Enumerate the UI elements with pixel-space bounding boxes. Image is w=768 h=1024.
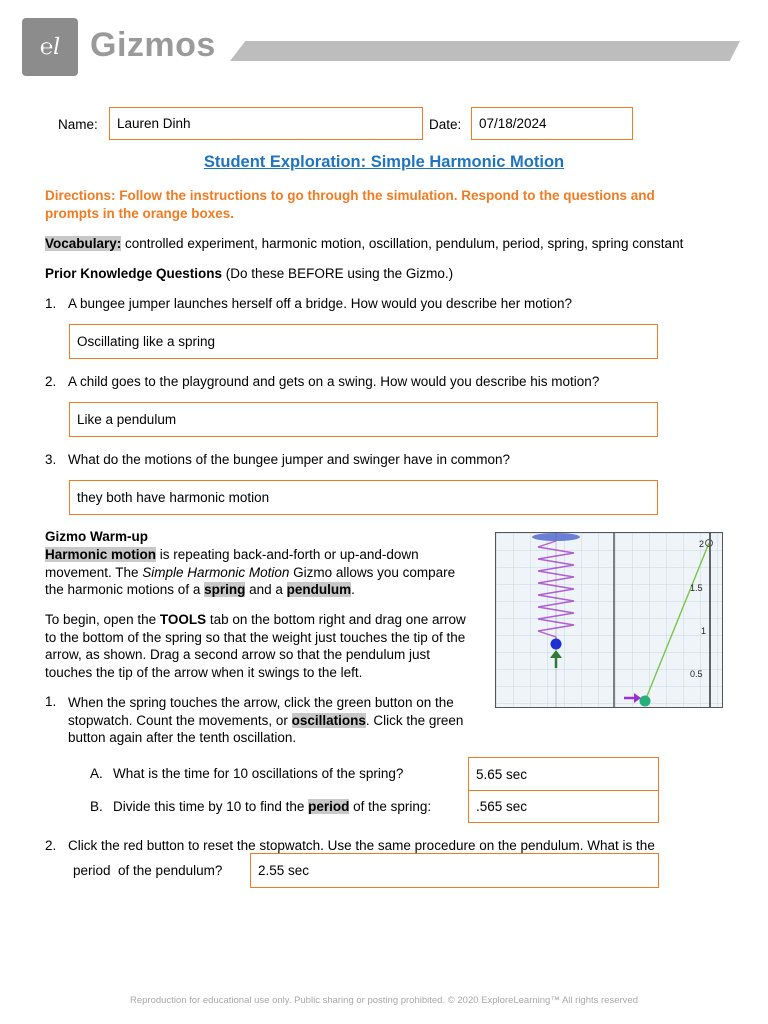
simulation-graphic xyxy=(496,533,723,708)
term-pendulum: pendulum xyxy=(286,582,352,597)
text: of the spring: xyxy=(349,799,432,814)
directions: Directions: Follow the instructions to go through the simulation. Respond to the questions and prompts in the orange boxes. xyxy=(45,188,655,221)
brand-name: Gizmos xyxy=(90,26,216,64)
text: When the spring touches the arrow, click the green button on the stopwatch. Count the movements, or xyxy=(68,695,454,728)
question-number: 2. xyxy=(45,374,57,389)
text: . Click the green button again after the tenth oscillation. xyxy=(68,712,464,745)
question-3 xyxy=(45,452,511,467)
prior-note: (Do these BEFORE using the Gizmo.) xyxy=(222,266,454,281)
answer-box-1a[interactable]: 5.65 sec xyxy=(468,757,659,791)
explorelearning-logo xyxy=(22,18,78,76)
answer-box-2[interactable]: Like a pendulum xyxy=(69,402,658,437)
prior-knowledge-heading xyxy=(45,266,453,281)
question-number: 1. xyxy=(45,296,57,311)
tick-label: 1 xyxy=(701,626,707,636)
prior-heading: Prior Knowledge Questions xyxy=(45,266,223,281)
q1b-label: B. xyxy=(90,799,103,814)
vocabulary-text: controlled experiment, harmonic motion, oscillation, pendulum, period, spring, spring constant xyxy=(121,236,684,251)
answer-box-3[interactable]: they both have harmonic motion xyxy=(69,480,658,515)
warmup-paragraph-2 xyxy=(45,611,477,681)
text: is repeating back-and-forth or up-and-down movement. The xyxy=(45,547,419,580)
gizmo-simulation-image xyxy=(495,532,723,708)
tick-label: 1.5 xyxy=(690,583,703,593)
text: To begin, open the xyxy=(45,612,160,627)
question-text: What do the motions of the bungee jumper and swinger have in common? xyxy=(68,452,511,467)
warmup-q2-line2: period of the pendulum? xyxy=(73,863,223,878)
warmup-paragraph-1 xyxy=(45,546,477,599)
date-field[interactable]: 07/18/2024 xyxy=(471,107,633,140)
text: Gizmo allows you compare the harmonic motions of a xyxy=(45,564,456,597)
text: Divide this time by 10 to find the xyxy=(113,799,309,814)
pendulum-bob xyxy=(640,696,651,707)
warmup-q2-number: 2. xyxy=(45,838,57,853)
text: and a xyxy=(245,582,287,597)
answer-box-1b[interactable]: .565 sec xyxy=(468,790,659,823)
warmup-q1-number: 1. xyxy=(45,694,57,709)
tick-label: 0.5 xyxy=(690,669,703,679)
page-title: Student Exploration: Simple Harmonic Motion xyxy=(203,153,565,171)
term-period: period xyxy=(308,799,350,814)
warmup-heading: Gizmo Warm-up xyxy=(45,529,148,544)
vocabulary-label: Vocabulary: xyxy=(45,236,122,251)
question-number: 3. xyxy=(45,452,57,467)
gizmo-name: Simple Harmonic Motion xyxy=(142,564,290,580)
name-field[interactable]: Lauren Dinh xyxy=(109,107,423,140)
text: tab on the bottom right and drag one arrow to the bottom of the spring so that the weight just touches the tip of the arrow, as shown. Drag a second arrow so that the pendulum just touches the tip of the arrow when it swings to the left. xyxy=(45,612,466,680)
term-oscillations: oscillations xyxy=(291,712,366,728)
warmup-q2-line1: Click the red button to reset the stopwatch. Use the same procedure on the pendulum. What is the xyxy=(68,838,655,853)
q1a-text: What is the time for 10 oscillations of the spring? xyxy=(113,766,404,781)
question-1 xyxy=(45,296,573,311)
question-text: A child goes to the playground and gets on a swing. How would you describe his motion? xyxy=(68,374,600,389)
tick-label: 2 xyxy=(699,539,705,549)
text: . xyxy=(351,582,355,597)
question-text: A bungee jumper launches herself off a bridge. How would you describe her motion? xyxy=(68,296,573,311)
term-spring: spring xyxy=(204,582,246,597)
logo-glyph: ℮l xyxy=(39,35,61,60)
warmup-q1-text xyxy=(68,694,478,747)
name-label: Name: xyxy=(58,117,98,132)
tools-term: TOOLS xyxy=(159,612,207,627)
q1a-label: A. xyxy=(90,766,103,781)
answer-box-2-period[interactable]: 2.55 sec xyxy=(250,853,659,888)
header-bar xyxy=(230,41,740,61)
vocabulary xyxy=(45,236,745,251)
question-2 xyxy=(45,374,600,389)
q1b-text xyxy=(113,799,431,814)
answer-box-1[interactable]: Oscillating like a spring xyxy=(69,324,658,359)
term-harmonic-motion: Harmonic motion xyxy=(45,547,157,562)
date-label: Date: xyxy=(429,117,462,132)
footer-copyright: Reproduction for educational use only. Public sharing or posting prohibited. © 2020 ExploreLearning™ All rights reserved xyxy=(130,995,638,1006)
